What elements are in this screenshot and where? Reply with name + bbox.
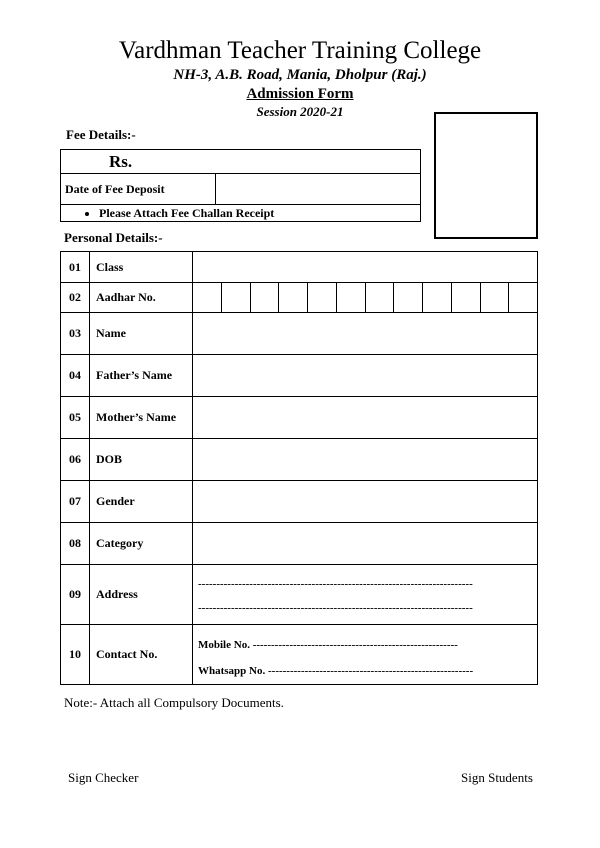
documents-note: Note:- Attach all Compulsory Documents. <box>64 695 284 710</box>
table-row <box>61 397 538 439</box>
dob-label: DOB <box>90 439 193 481</box>
table-row <box>61 355 538 397</box>
personal-details-table <box>60 251 538 685</box>
aadhar-label: Aadhar No. <box>90 283 193 313</box>
class-label: Class <box>90 252 193 283</box>
college-name: Vardhman Teacher Training College <box>118 37 482 64</box>
address-line-2[interactable]: --------------------------------------------------------------------------- <box>198 601 473 614</box>
class-field[interactable] <box>193 252 538 283</box>
date-of-fee-deposit-field[interactable] <box>216 174 421 205</box>
sign-checker-label: Sign Checker <box>68 770 139 785</box>
aadhar-digit-box[interactable] <box>336 283 365 312</box>
row-number: 02 <box>61 283 90 313</box>
aadhar-digit-box[interactable] <box>193 283 221 312</box>
dob-field[interactable] <box>193 439 538 481</box>
name-label: Name <box>90 313 193 355</box>
aadhar-digit-box[interactable] <box>451 283 480 312</box>
table-row <box>61 481 538 523</box>
mothers-name-field[interactable] <box>193 397 538 439</box>
mobile-number-field[interactable]: Mobile No. -------------------------------------------------------- <box>198 638 458 651</box>
table-row <box>61 625 538 685</box>
aadhar-digit-box[interactable] <box>508 283 537 312</box>
row-number: 04 <box>61 355 90 397</box>
fee-challan-note <box>61 205 421 222</box>
fee-challan-note-text: • Please Attach Fee Challan Receipt <box>99 206 420 221</box>
row-number: 08 <box>61 523 90 565</box>
row-number: 03 <box>61 313 90 355</box>
table-row <box>61 252 538 283</box>
photo-box <box>434 112 538 239</box>
row-number: 01 <box>61 252 90 283</box>
college-address: NH-3, A.B. Road, Mania, Dholpur (Raj.) <box>173 67 427 83</box>
aadhar-digit-box[interactable] <box>278 283 307 312</box>
rs-field[interactable]: Rs. <box>61 150 421 174</box>
address-line-1[interactable]: --------------------------------------------------------------------------- <box>198 577 473 590</box>
form-title: Admission Form <box>246 86 354 102</box>
row-number: 10 <box>61 625 90 685</box>
aadhar-digit-box[interactable] <box>365 283 394 312</box>
date-of-fee-deposit-label: Date of Fee Deposit <box>61 174 216 205</box>
row-number: 06 <box>61 439 90 481</box>
contact-label: Contact No. <box>90 625 193 685</box>
table-row <box>61 313 538 355</box>
aadhar-digit-box[interactable] <box>221 283 250 312</box>
fathers-name-field[interactable] <box>193 355 538 397</box>
personal-details-label: Personal Details:- <box>64 230 163 245</box>
row-number: 05 <box>61 397 90 439</box>
address-label: Address <box>90 565 193 625</box>
aadhar-digit-box[interactable] <box>480 283 509 312</box>
aadhar-digit-box[interactable] <box>307 283 336 312</box>
fathers-name-label: Father’s Name <box>90 355 193 397</box>
sign-students-label: Sign Students <box>461 770 533 785</box>
aadhar-digit-box[interactable] <box>393 283 422 312</box>
row-number: 07 <box>61 481 90 523</box>
table-row <box>61 523 538 565</box>
category-label: Category <box>90 523 193 565</box>
fee-table <box>60 149 421 222</box>
contact-field[interactable] <box>193 625 538 685</box>
session-label: Session 2020-21 <box>256 104 344 119</box>
aadhar-digit-box[interactable] <box>422 283 451 312</box>
table-row <box>61 283 538 313</box>
gender-label: Gender <box>90 481 193 523</box>
address-field[interactable] <box>193 565 538 625</box>
row-number: 09 <box>61 565 90 625</box>
table-row <box>61 439 538 481</box>
name-field[interactable] <box>193 313 538 355</box>
gender-field[interactable] <box>193 481 538 523</box>
mothers-name-label: Mother’s Name <box>90 397 193 439</box>
fee-details-label: Fee Details:- <box>66 127 136 142</box>
aadhar-digit-box[interactable] <box>250 283 279 312</box>
category-field[interactable] <box>193 523 538 565</box>
whatsapp-number-field[interactable]: Whatsapp No. -------------------------------------------------------- <box>198 664 474 677</box>
table-row <box>61 565 538 625</box>
aadhar-field[interactable] <box>193 283 538 313</box>
